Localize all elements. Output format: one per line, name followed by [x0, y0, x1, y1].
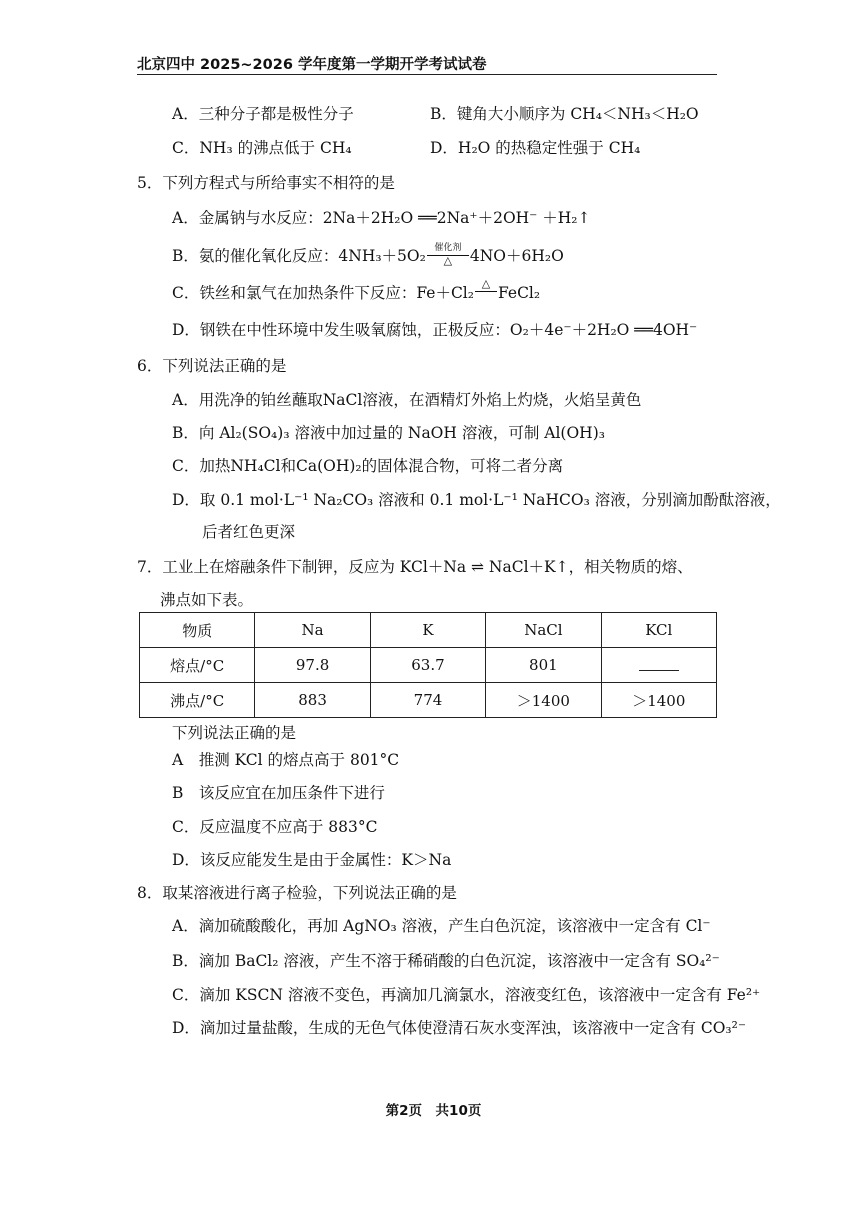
- table-row: [140, 648, 717, 683]
- q7-option-a: A 推测 KCl 的熔点高于 801°C: [172, 751, 400, 769]
- q8-option-d: D．滴加过量盐酸，生成的无色气体使澄清石灰水变浑浊，该溶液中一定含有 CO₃²⁻: [172, 1019, 747, 1037]
- table-header-cell: NaCl: [486, 613, 601, 648]
- q7-stem-continued: 沸点如下表。: [160, 591, 254, 609]
- q6-option-d: D．取 0.1 mol·L⁻¹ Na₂CO₃ 溶液和 0.1 mol·L⁻¹ NaHCO₃ 溶液，分别滴加酚酞溶液，: [172, 491, 781, 509]
- table-header-cell: K: [370, 613, 485, 648]
- page-header: 北京四中 2025~2026 学年度第一学期开学考试试卷: [137, 56, 717, 75]
- table-header-cell: 物质: [140, 613, 255, 648]
- q6-option-c: C．加热NH₄Cl和Ca(OH)₂的固体混合物，可将二者分离: [172, 457, 564, 475]
- heat-symbol: △: [481, 277, 491, 290]
- q5-stem: 5．下列方程式与所给事实不相符的是: [137, 174, 395, 192]
- q8-option-a: A．滴加硫酸酸化，再加 AgNO₃ 溶液，产生白色沉淀，该溶液中一定含有 Cl⁻: [172, 917, 711, 935]
- table-cell: 801: [486, 648, 601, 683]
- catalyst-label: 催化剂: [434, 243, 462, 253]
- table-cell: 883: [255, 683, 370, 718]
- q5-option-b-right: 4NO＋6H₂O: [469, 247, 564, 265]
- q4-option-b: B．键角大小顺序为 CH₄＜NH₃＜H₂O: [430, 105, 699, 123]
- q7-stem: 7．工业上在熔融条件下制钾，反应为 KCl＋Na ⇌ NaCl＋K↑，相关物质的熔、: [137, 558, 693, 576]
- heat-condition-arrow: [474, 277, 498, 304]
- q8-option-c: C．滴加 KSCN 溶液不变色，再滴加几滴氯水，溶液变红色，该溶液中一定含有 Fe²⁺: [172, 986, 761, 1004]
- q5-option-c-left: C．铁丝和氯气在加热条件下反应：Fe＋Cl₂: [172, 284, 474, 302]
- q4-option-c: C．NH₃ 的沸点低于 CH₄: [172, 139, 352, 157]
- reaction-condition-arrow: [426, 245, 470, 267]
- table-cell: ＞1400: [601, 683, 716, 718]
- properties-table: [139, 612, 717, 718]
- table-header-cell: KCl: [601, 613, 716, 648]
- table-cell: 沸点/°C: [140, 683, 255, 718]
- table-cell: 774: [370, 683, 485, 718]
- q5-option-c-right: FeCl₂: [497, 284, 541, 302]
- table-cell-blank: [601, 648, 716, 683]
- q5-option-a: A．金属钠与水反应：2Na＋2H₂O ══2Na⁺＋2OH⁻ ＋H₂↑: [172, 209, 591, 227]
- q6-option-a: A．用洗净的铂丝蘸取NaCl溶液，在酒精灯外焰上灼烧，火焰呈黄色: [172, 391, 642, 409]
- answer-blank: [639, 656, 679, 671]
- table-row: [140, 683, 717, 718]
- q7-subquestion: 下列说法正确的是: [172, 724, 297, 742]
- table-header-cell: Na: [255, 613, 370, 648]
- q4-option-d: D．H₂O 的热稳定性强于 CH₄: [430, 139, 641, 157]
- q7-option-c: C．反应温度不应高于 883°C: [172, 818, 378, 836]
- table-cell: 熔点/°C: [140, 648, 255, 683]
- q5-option-b: [172, 245, 564, 267]
- q4-option-a: A．三种分子都是极性分子: [172, 105, 354, 123]
- table-cell: ＞1400: [486, 683, 601, 718]
- q8-stem: 8．取某溶液进行离子检验，下列说法正确的是: [137, 884, 457, 902]
- q8-option-b: B．滴加 BaCl₂ 溶液，产生不溶于稀硝酸的白色沉淀，该溶液中一定含有 SO₄²⁻: [172, 952, 720, 970]
- q6-option-d-continued: 后者红色更深: [202, 523, 296, 541]
- table-cell: 97.8: [255, 648, 370, 683]
- q7-option-d: D．该反应能发生是由于金属性：K＞Na: [172, 851, 452, 869]
- q7-option-b: B 该反应宜在加压条件下进行: [172, 784, 385, 802]
- q6-option-b: B．向 Al₂(SO₄)₃ 溶液中加过量的 NaOH 溶液，可制 Al(OH)₃: [172, 424, 605, 442]
- q5-option-c: [172, 277, 541, 304]
- page-number-footer: 第2页 共10页: [385, 1103, 482, 1119]
- table-header-row: [140, 613, 717, 648]
- q5-option-b-left: B．氨的催化氧化反应：4NH₃＋5O₂: [172, 247, 426, 265]
- q5-option-d: D．钢铁在中性环境中发生吸氧腐蚀，正极反应：O₂＋4e⁻＋2H₂O ══4OH⁻: [172, 321, 698, 339]
- table-cell: 63.7: [370, 648, 485, 683]
- q6-stem: 6．下列说法正确的是: [137, 357, 287, 375]
- heat-symbol: △: [443, 254, 453, 267]
